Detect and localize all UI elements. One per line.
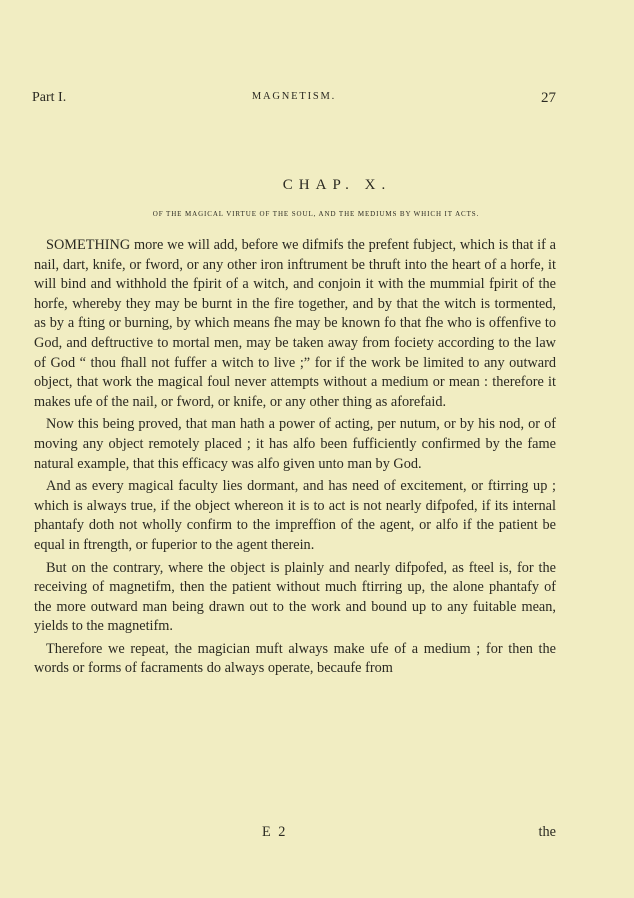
chapter-title: CHAP. X. [282, 177, 392, 193]
running-title: MAGNETISM. [251, 91, 337, 102]
paragraph: And as every magical faculty lies dormant, and has need of excitement, or ftirring up ; which is always true, if the object whereon it is to act is not nearly difpofed, if its internal phantafy doth not wholly confirm to the impreffion of the agent, or alfo if the patient be equal in ftrength, or fuperior to the agent therein. [34, 478, 556, 553]
signature-mark: E 2 [262, 824, 288, 840]
body-text [34, 236, 556, 682]
paragraph: Now this being proved, that man hath a power of acting, per nutum, or by his nod, or of moving any object remotely placed ; it has alfo been fufficiently confirmed by the fame natural example, that this efficacy was alfo given unto man by God. [34, 416, 556, 472]
running-header [32, 90, 556, 110]
part-label: Part I. [32, 90, 67, 105]
page-number: 27 [541, 90, 556, 106]
paragraph: SOMETHING more we will add, before we difmifs the prefent fubject, which is that if a nail, dart, knife, or fword, or any other iron inftrument be thruft into the heart of a horfe, it will bind and withhold the fpirit of a witch, and conjoin it with the mummial fpirit of the horfe, whereby they may be burnt in the fire together, and by that the witch is tormented, as by a fting or burning, by which means fhe may be known fo that fhe who is offenfive to God, and deftructive to mortal men, may be taken away from fociety according to the law of God “ thou fhall not fuffer a witch to live ;” for if the work be limited to any outward object, that work the magical foul never attempts without a medium or mean : therefore it makes ufe of the nail, or fword, or knife, or any other thing as aforefaid. [34, 237, 556, 410]
paragraph: But on the contrary, where the object is plainly and nearly difpofed, as fteel is, for the receiving of magnetifm, then the patient without much ftirring up, the alone phantafy of the more outward man being drawn out to the work and bound up to any fuitable mean, yields to the magnetifm. [34, 559, 556, 635]
catchword: the [538, 824, 556, 840]
page-footer [34, 824, 556, 844]
chapter-subtitle: OF THE MAGICAL VIRTUE OF THE SOUL, AND THE MEDIUMS BY WHICH IT ACTS. [152, 210, 480, 218]
paragraph: Therefore we repeat, the magician muft always make ufe of a medium ; for then the words or forms of facraments do always operate, becaufe from [34, 640, 556, 677]
